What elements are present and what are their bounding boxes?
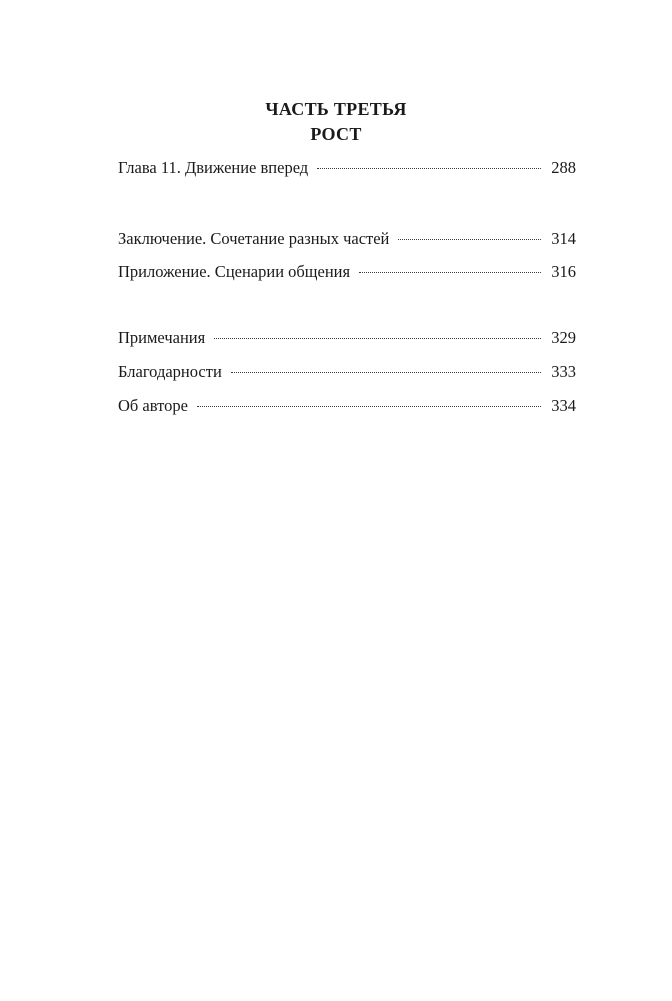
toc-entry-title: Заключение. Сочетание разных частей [118,229,390,248]
part-title: РОСТ [310,124,362,144]
toc-entry-notes [118,328,576,348]
toc-entry-page-number: 288 [551,158,576,177]
toc-entry-conclusion [118,229,576,249]
toc-entry-about-author [118,396,576,416]
dot-leader [231,372,541,373]
toc-entry-chapter-11 [118,158,576,178]
toc-entry-title: Глава 11. Движение вперед [118,158,309,177]
toc-entry-title: Примечания [118,328,206,347]
dot-leader [317,168,541,169]
toc-entry-title: Об авторе [118,396,188,415]
dot-leader [359,272,541,273]
toc-entry-page-number: 329 [551,328,576,347]
toc-entry-acknowledgements [118,362,576,382]
toc-entry-title: Приложение. Сценарии общения [118,262,351,281]
toc-entry-title: Благодарности [118,362,222,381]
toc-entry-appendix [118,262,576,282]
dot-leader [197,406,541,407]
dot-leader [398,239,541,240]
dot-leader [214,338,541,339]
toc-entry-page-number: 316 [551,262,576,281]
toc-entry-page-number: 333 [551,362,576,381]
part-label: ЧАСТЬ ТРЕТЬЯ [265,99,407,119]
toc-entry-page-number: 334 [551,396,576,415]
toc-entry-page-number: 314 [551,229,576,248]
